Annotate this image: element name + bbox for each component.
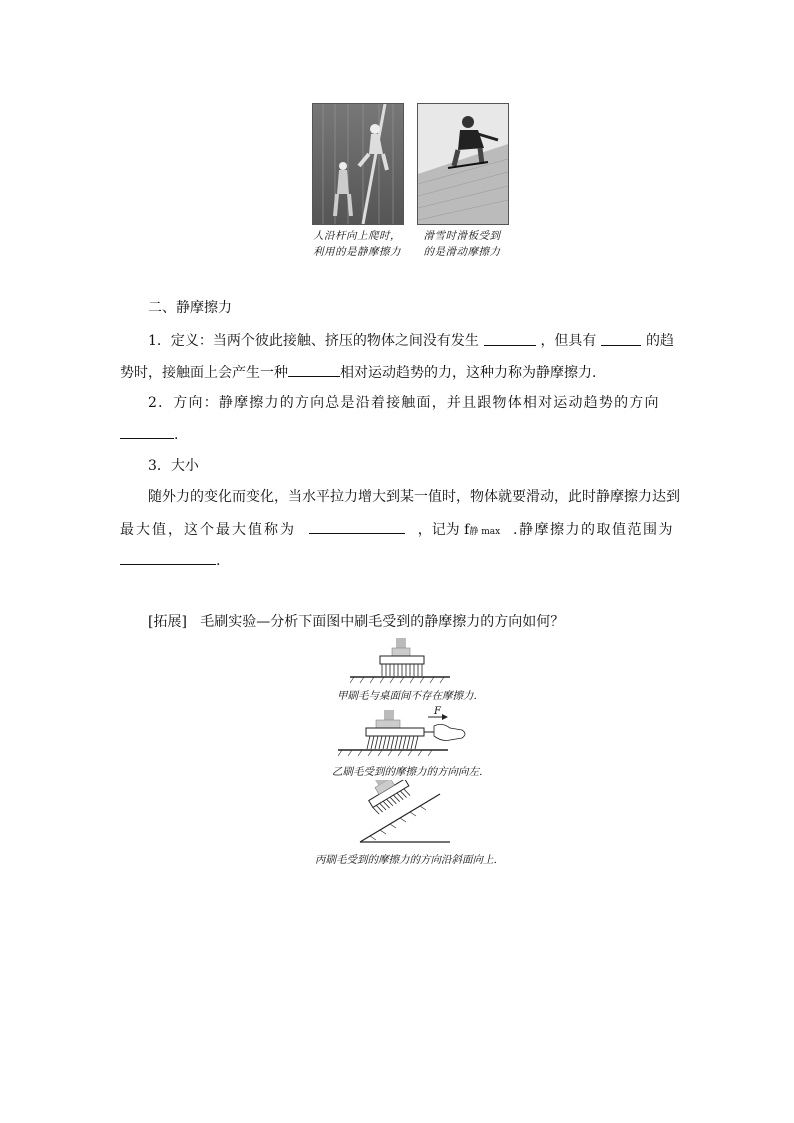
text: 相对运动趋势的力，这种力称为静摩擦力． xyxy=(340,365,606,381)
force-label: F xyxy=(434,706,441,717)
blank xyxy=(120,550,216,565)
text: 势时，接触面上会产生一种 xyxy=(120,365,288,381)
left-photo-caption xyxy=(302,228,412,260)
text: 的趋 xyxy=(645,333,674,349)
magnitude-line-2 xyxy=(120,519,674,542)
brush-figure-a xyxy=(350,636,450,684)
magnitude-heading: 3．大小 xyxy=(148,458,199,474)
text: .静摩擦力的取值范围为 xyxy=(513,522,674,538)
right-photo-caption xyxy=(407,228,517,260)
text: 1．定义：当两个彼此接触、挤压的物体之间没有发生 xyxy=(148,333,479,349)
skiing-photo xyxy=(417,103,509,225)
climbing-photo xyxy=(312,103,404,225)
text: . xyxy=(216,553,221,569)
blank xyxy=(288,362,340,377)
extension-prompt xyxy=(148,612,564,632)
text: 最大值，这个最大值称为 xyxy=(120,522,296,538)
definition-line-2 xyxy=(120,362,606,383)
caption-line: 滑雪时滑板受到 xyxy=(423,230,501,242)
magnitude-line-1: 随外力的变化而变化，当水平拉力增大到某一值时，物体就要滑动，此时静摩擦力达到 xyxy=(148,489,680,505)
definition-line-1 xyxy=(148,331,674,351)
caption-line: 人沿杆向上爬时， xyxy=(313,230,401,242)
text: . xyxy=(174,427,179,443)
text: ，但具有 xyxy=(540,333,597,349)
subscript: 静 max xyxy=(469,527,501,537)
section-heading: 二、静摩擦力 xyxy=(148,300,232,316)
direction-line-2 xyxy=(120,424,178,445)
blank xyxy=(601,331,641,346)
brush-figure-b xyxy=(338,708,478,758)
figure-a-caption: 甲刷毛与桌面间不存在摩擦力． xyxy=(337,690,484,702)
figure-c-caption: 丙刷毛受到的摩擦力的方向沿斜面向上． xyxy=(315,854,504,866)
extension-text: 毛刷实验—分析下面图中刷毛受到的静摩擦力的方向如何？ xyxy=(200,614,565,630)
caption-line: 的是滑动摩擦力 xyxy=(423,246,501,258)
brush-figure-c xyxy=(350,780,460,846)
caption-line: 利用的是静摩擦力 xyxy=(313,246,401,258)
figure-b-caption: 乙刷毛受到的摩擦力的方向向左． xyxy=(332,766,490,778)
extension-tag: [拓展] xyxy=(148,614,187,630)
direction-line-1: 2．方向：静摩擦力的方向总是沿着接触面，并且跟物体相对运动趋势的方向 xyxy=(148,395,660,411)
blank xyxy=(484,331,536,346)
magnitude-line-3 xyxy=(120,550,220,571)
text: ，记为 f静 max xyxy=(417,522,501,538)
blank xyxy=(309,519,405,534)
blank xyxy=(120,424,174,439)
